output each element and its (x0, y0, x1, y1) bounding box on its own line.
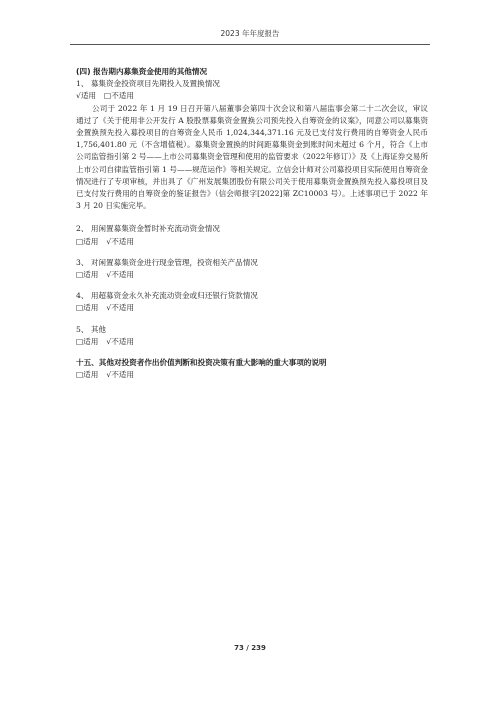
body-paragraph: 公司于 2022 年 1 月 19 日召开第八届董事会第四十次会议和第八届监事会第二十二次会议，审议通过了《关于使用非公开发行 A 股股票募集资金置换公司预先投入自筹资金的议案》，同意公司以募集资金置换预先投入募投项目的自筹资金人民币 1,024,344,371.16 元及已支付发行费用的自筹资金人民币 1,756,401.80 元（不含增值税）。募集资金置换的时间距募集资金到账时间未超过 6 个月，符合《上市公司监管指引第 2 号——上市公司募集资金管理和使用的监管要求（2022年修订）》及《上海证券交易所上市公司自律监管指引第 1 号——规范运作》等相关规定。立信会计师对公司募投项目实际使用自筹资金情况进行了专项审核，并出具了《广州发展集团股份有限公司关于使用募集资金置换预先投入募投项目及已支付发行费用的自筹资金的鉴证报告》（信会师报字[2022]第 ZC10003 号）。上述事项已于 2022 年 3 月 20 日实施完毕。 (76, 103, 428, 211)
options-1 (76, 90, 428, 102)
checkbox-applicable-3: □适用 (76, 270, 99, 280)
checkbox-applicable-1: √适用 (76, 91, 97, 101)
header-divider (70, 44, 430, 45)
item-title-4: 4、 用超募资金永久补充流动资金或归还银行贷款情况 (76, 291, 258, 301)
checkbox-not-applicable-2: √不适用 (106, 236, 134, 246)
page-header-title: 2023 年年度报告 (220, 29, 280, 38)
checkbox-not-applicable-15: √不适用 (106, 370, 134, 380)
item-title-1: 1、 募集资金投资项目先期投入及置换情况 (76, 79, 220, 89)
checkbox-applicable-2: □适用 (76, 236, 99, 246)
checkbox-not-applicable-1: □不适用 (104, 91, 134, 101)
options-2 (76, 236, 428, 248)
options-15 (76, 369, 428, 381)
checkbox-not-applicable-5: √不适用 (106, 336, 134, 346)
options-4 (76, 302, 428, 314)
page-number: 73 / 239 (234, 644, 266, 652)
checkbox-applicable-4: □适用 (76, 303, 99, 313)
item-title-2: 2、 用闲置募集资金暂时补充流动资金情况 (76, 224, 220, 234)
item-title-3: 3、 对闲置募集资金进行现金管理，投资相关产品情况 (76, 257, 258, 267)
item-title-5: 5、 其他 (76, 324, 107, 334)
checkbox-not-applicable-3: √不适用 (106, 270, 134, 280)
checkbox-applicable-5: □适用 (76, 336, 99, 346)
options-5 (76, 336, 428, 348)
main-content (76, 66, 428, 381)
checkbox-applicable-15: □适用 (76, 370, 99, 380)
options-3 (76, 269, 428, 281)
checkbox-not-applicable-4: √不适用 (106, 303, 134, 313)
section-15-title: 十五、其他对投资者作出价值判断和投资决策有重大影响的重大事项的说明 (76, 358, 327, 368)
section-title: (四) 报告期内募集资金使用的其他情况 (76, 67, 208, 76)
